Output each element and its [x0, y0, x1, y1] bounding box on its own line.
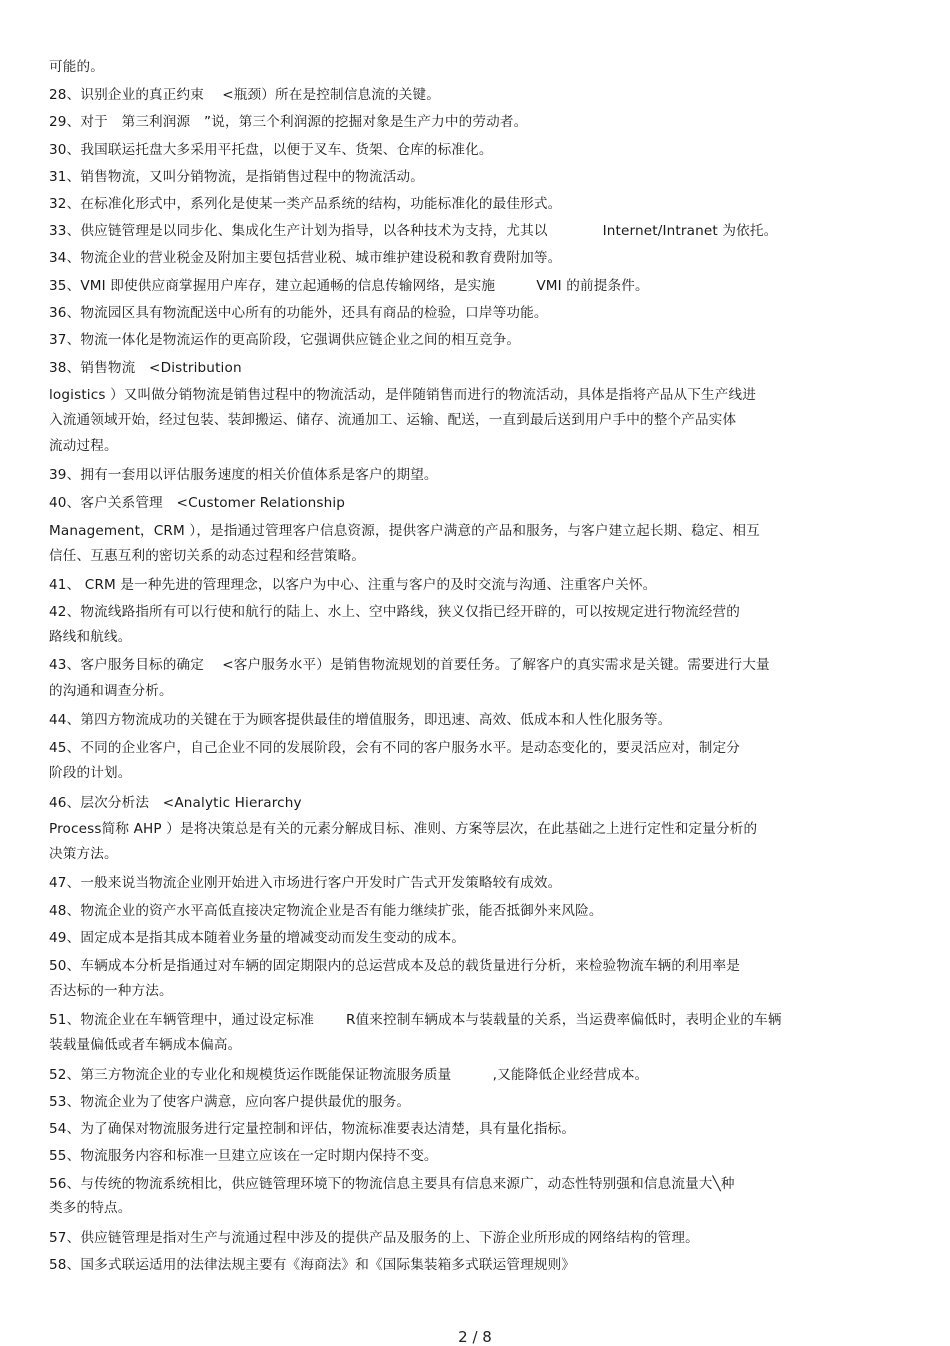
text-line: 39、拥有一套用以评估服务速度的相关价值体系是客户的期望。 — [49, 467, 438, 483]
text-line: Process简称 AHP ）是将决策总是有关的元素分解成目标、准则、方案等层次，在此基础之上进行定性和定量分析的 — [49, 821, 758, 837]
text-line: 31、销售物流，又叫分销物流，是指销售过程中的物流活动。 — [49, 169, 424, 185]
text-line: 信任、互惠互利的密切关系的动态过程和经营策略。 — [49, 548, 366, 564]
text-line: 55、物流服务内容和标准一旦建立应该在一定时期内保持不变。 — [49, 1148, 438, 1164]
text-line: 56、与传统的物流系统相比，供应链管理环境下的物流信息主要具有信息来源广，动态性特别强和信息流量大╲种 — [49, 1176, 735, 1192]
text-line: 33、供应链管理是以同步化、集成化生产计划为指导，以各种技术为支持，尤其以 Internet/Intranet 为依托。 — [49, 223, 778, 239]
text-line: 路线和航线。 — [49, 629, 132, 645]
text-line: 43、客户服务目标的确定 <客户服务水平）是销售物流规划的首要任务。了解客户的真实需求是关键。需要进行大量 — [49, 657, 770, 673]
text-line: 34、物流企业的营业税金及附加主要包括营业税、城市维护建设税和教育费附加等。 — [49, 250, 562, 266]
text-line: 48、物流企业的资产水平高低直接决定物流企业是否有能力继续扩张，能否抵御外来风险。 — [49, 903, 603, 919]
text-line: 阶段的计划。 — [49, 765, 132, 781]
text-line: 42、物流线路指所有可以行使和航行的陆上、水上、空中路线，狭义仅指已经开辟的，可以按规定进行物流经营的 — [49, 604, 741, 620]
page-indicator: 2 / 8 — [458, 1328, 492, 1346]
text-line: 的沟通和调查分析。 — [49, 683, 173, 699]
text-line: 53、物流企业为了使客户满意，应向客户提供最优的服务。 — [49, 1094, 411, 1110]
text-line: 28、识别企业的真正约束 <瓶颈）所在是控制信息流的关键。 — [49, 87, 440, 103]
text-line: 57、供应链管理是指对生产与流通过程中涉及的提供产品及服务的上、下游企业所形成的网络结构的管理。 — [49, 1230, 699, 1246]
text-line: 29、对于 第三利润源 ”说，第三个利润源的挖掘对象是生产力中的劳动者。 — [49, 114, 528, 130]
text-line: 40、客户关系管理 <Customer Relationship — [49, 495, 346, 511]
text-line: 41、 CRM 是一种先进的管理理念，以客户为中心、注重与客户的及时交流与沟通、注重客户关怀。 — [49, 577, 657, 593]
text-line: 可能的。 — [49, 59, 104, 75]
text-line: 决策方法。 — [49, 846, 118, 862]
text-line: 50、车辆成本分析是指通过对车辆的固定期限内的总运营成本及总的载货量进行分析，来检验物流车辆的利用率是 — [49, 958, 741, 974]
text-line: 37、物流一体化是物流运作的更高阶段，它强调供应链企业之间的相互竞争。 — [49, 332, 521, 348]
text-line: 45、不同的企业客户，自己企业不同的发展阶段，会有不同的客户服务水平。是动态变化的，要灵活应对，制定分 — [49, 740, 741, 756]
text-line: 54、为了确保对物流服务进行定量控制和评估，物流标准要表达清楚，具有量化指标。 — [49, 1121, 576, 1137]
text-line: 52、第三方物流企业的专业化和规模货运作既能保证物流服务质量 ,又能降低企业经营成本。 — [49, 1067, 649, 1083]
text-line: logistics ）又叫做分销物流是销售过程中的物流活动，是伴随销售而进行的物流活动，具体是指将产品从下生产线进 — [49, 387, 757, 403]
text-line: 入流通领域开始，经过包装、装卸搬运、储存、流通加工、运输、配送，一直到最后送到用户手中的整个产品实体 — [49, 412, 737, 428]
text-line: 51、物流企业在车辆管理中，通过设定标准 R值来控制车辆成本与装载量的关系，当运费率偏低时，表明企业的车辆 — [49, 1012, 782, 1028]
text-line: 44、第四方物流成功的关键在于为顾客提供最佳的增值服务，即迅速、高效、低成本和人性化服务等。 — [49, 712, 672, 728]
text-line: 36、物流园区具有物流配送中心所有的功能外，还具有商品的检验，口岸等功能。 — [49, 305, 548, 321]
text-line: 49、固定成本是指其成本随着业务量的增减变动而发生变动的成本。 — [49, 930, 466, 946]
text-line: 装载量偏低或者车辆成本偏高。 — [49, 1037, 242, 1053]
text-line: Management，CRM ），是指通过管理客户信息资源，提供客户满意的产品和服务，与客户建立起长期、稳定、相互 — [49, 523, 760, 539]
text-line: 35、VMI 即使供应商掌握用户库存，建立起通畅的信息传输网络，是实施 VMI 的前提条件。 — [49, 278, 649, 294]
text-line: 38、销售物流 <Distribution — [49, 360, 242, 376]
text-line: 32、在标准化形式中，系列化是使某一类产品系统的结构，功能标准化的最佳形式。 — [49, 196, 562, 212]
text-line: 47、一般来说当物流企业刚开始进入市场进行客户开发时广告式开发策略较有成效。 — [49, 875, 562, 891]
text-line: 58、国多式联运适用的法律法规主要有《海商法》和《国际集装箱多式联运管理规则》 — [49, 1257, 576, 1273]
text-line: 流动过程。 — [49, 438, 118, 454]
text-line: 30、我国联运托盘大多采用平托盘，以便于叉车、货架、仓库的标准化。 — [49, 142, 493, 158]
text-line: 类多的特点。 — [49, 1200, 132, 1216]
text-line: 46、层次分析法 <Analytic Hierarchy — [49, 795, 302, 811]
text-line: 否达标的一种方法。 — [49, 983, 173, 999]
